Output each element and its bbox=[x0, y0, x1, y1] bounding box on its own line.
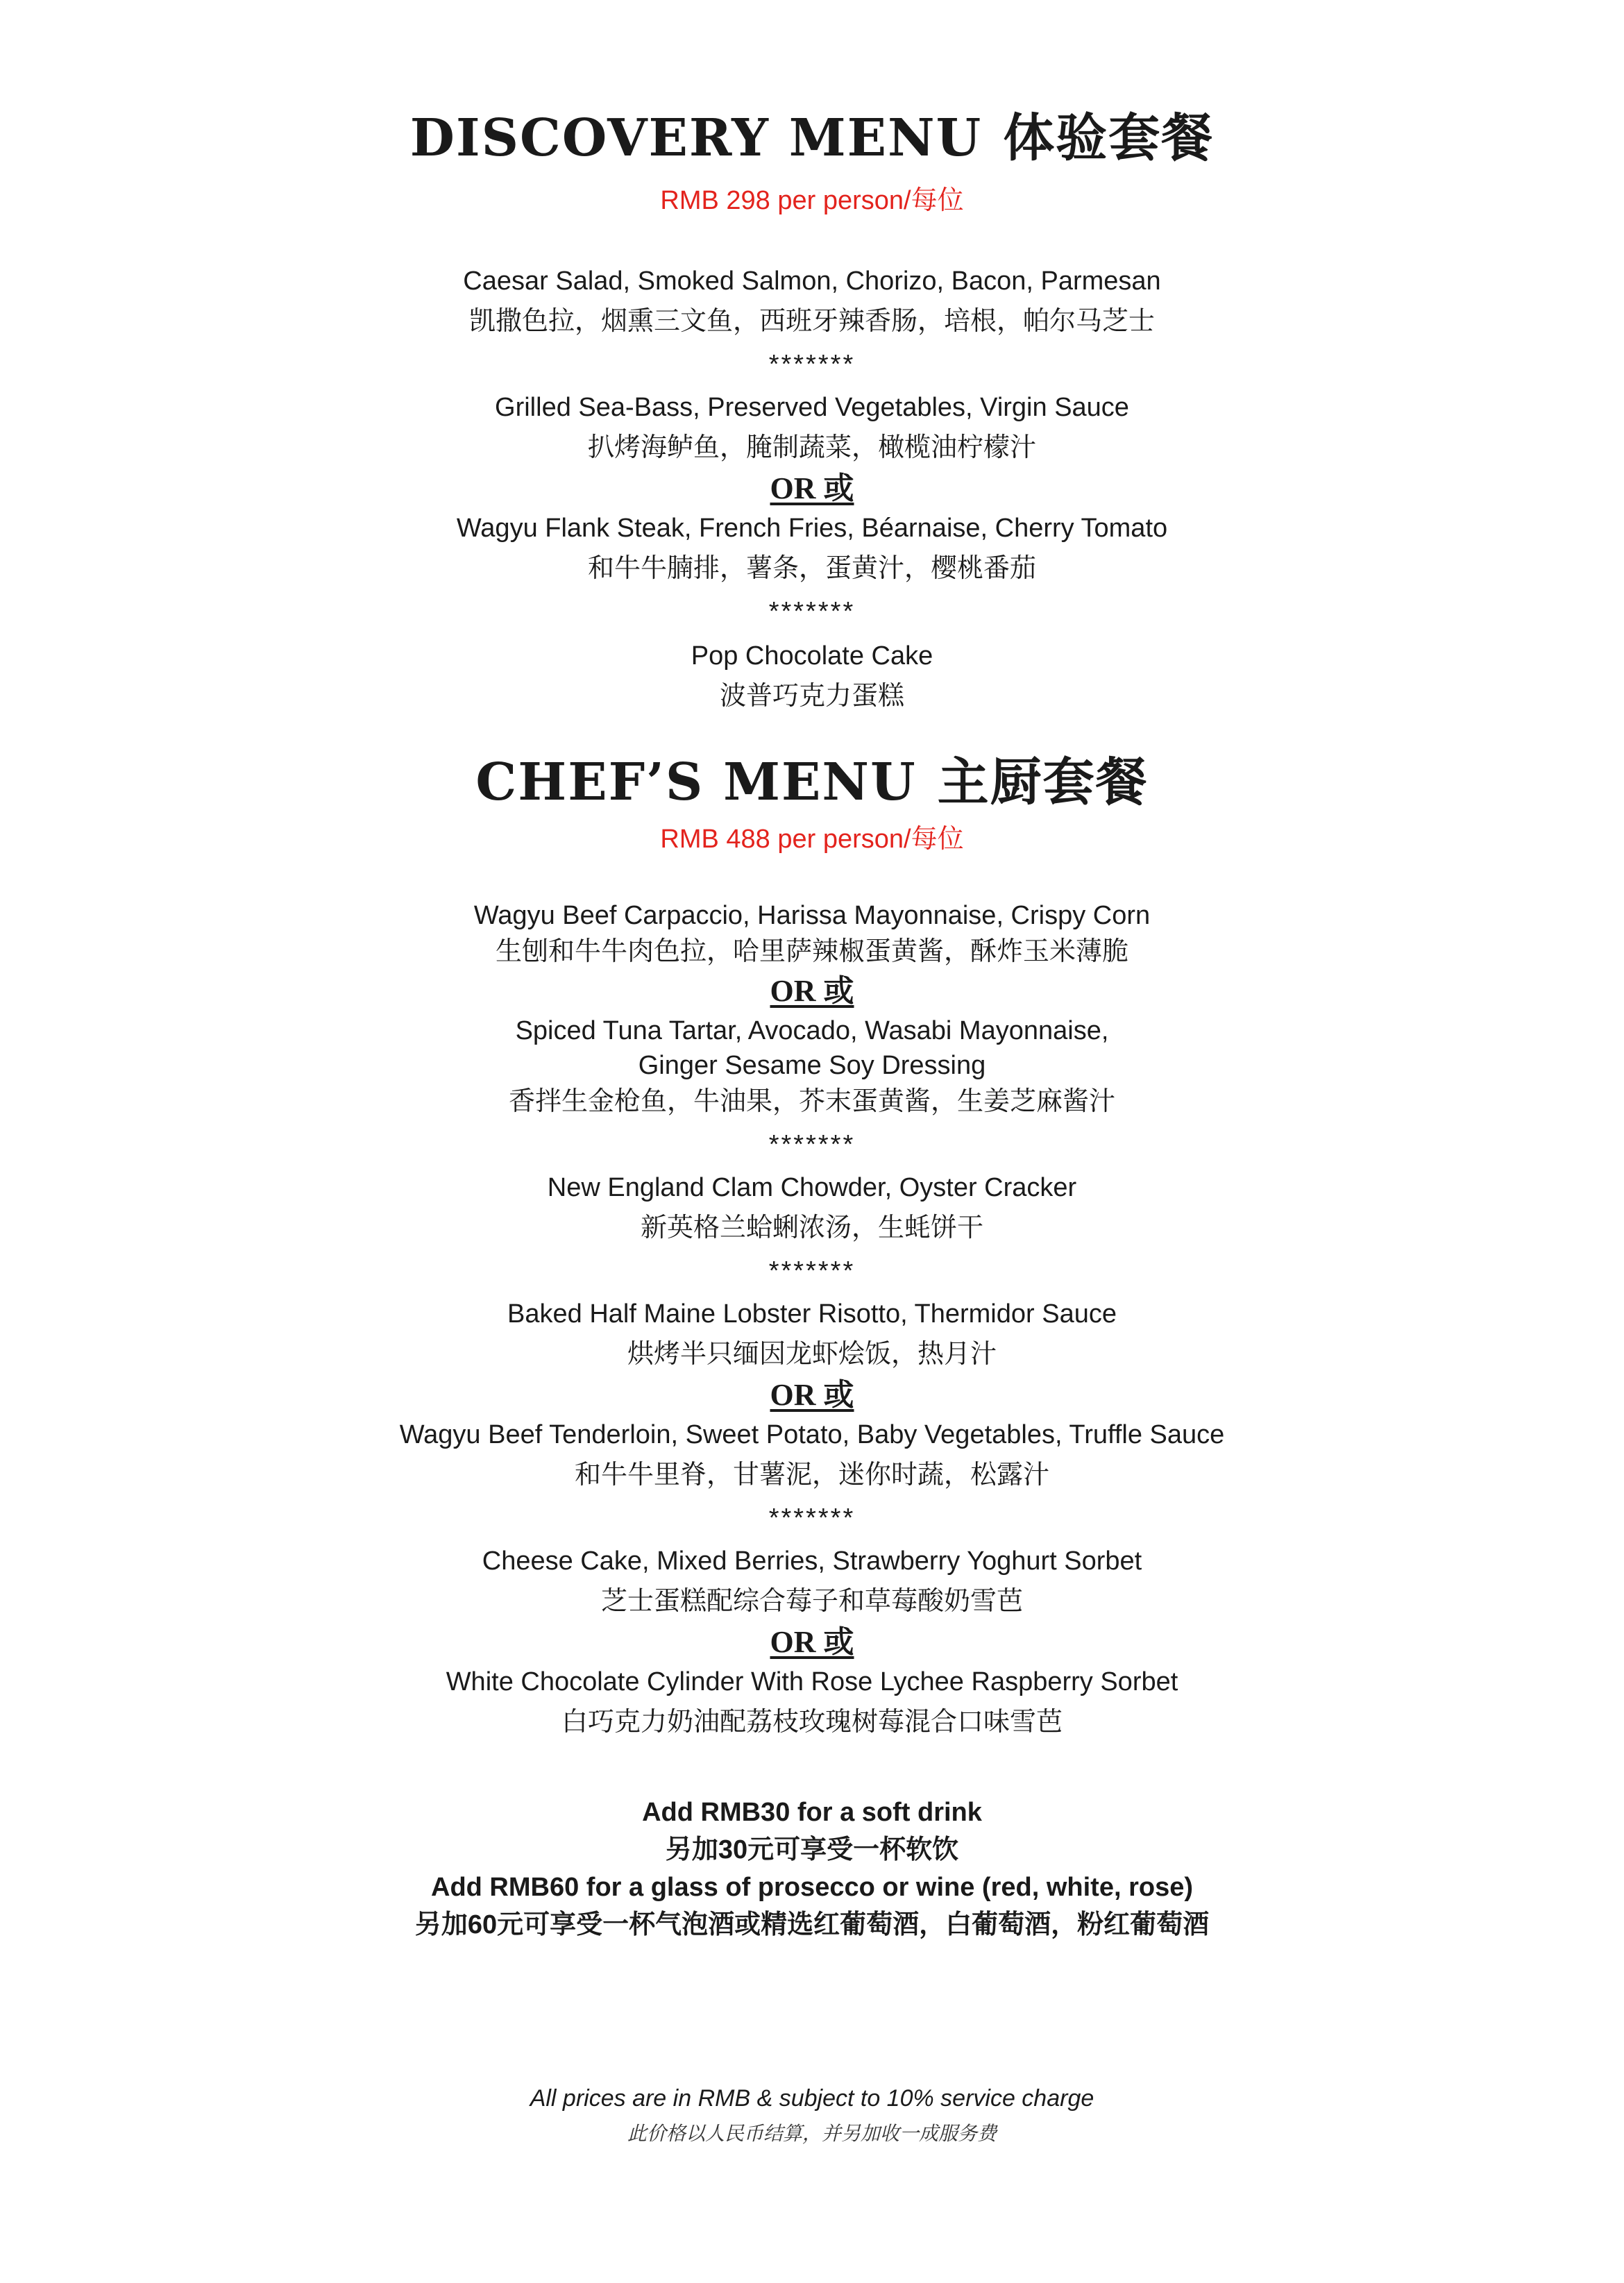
discovery-title-cn: 体验套餐 bbox=[1003, 108, 1215, 168]
discovery-dessert-en: Pop Chocolate Cake bbox=[691, 641, 933, 671]
chefs-separator: ******* bbox=[768, 1256, 856, 1286]
discovery-title bbox=[0, 108, 1624, 168]
chefs-dessert1-cn: 芝士蛋糕配综合莓子和草莓酸奶雪芭 bbox=[600, 1587, 1023, 1616]
chefs-or-divider: OR 或 bbox=[770, 1378, 854, 1412]
chefs-starter2-en-cont: Ginger Sesame Soy Dressing bbox=[638, 1051, 986, 1080]
chefs-starter1-en: Wagyu Beef Carpaccio, Harissa Mayonnaise, Crispy Corn bbox=[473, 901, 1151, 930]
chefs-separator: ******* bbox=[768, 1130, 856, 1159]
chefs-dessert2-cn: 白巧克力奶油配荔枝玫瑰树莓混合口味雪芭 bbox=[561, 1708, 1063, 1737]
footer-note-cn: 此价格以人民币结算，并另加收一成服务费 bbox=[627, 2122, 997, 2145]
chefs-title-cn: 主厨套餐 bbox=[937, 752, 1149, 812]
discovery-main2-en: Wagyu Flank Steak, French Fries, Béarnaise, Cherry Tomato bbox=[456, 514, 1168, 543]
discovery-starter-en: Caesar Salad, Smoked Salmon, Chorizo, Bacon, Parmesan bbox=[463, 267, 1161, 296]
discovery-main1-cn: 扒烤海鲈鱼，腌制蔬菜，橄榄油柠檬汁 bbox=[587, 433, 1036, 462]
discovery-main1-en: Grilled Sea-Bass, Preserved Vegetables, Virgin Sauce bbox=[495, 393, 1129, 422]
chefs-or-divider: OR 或 bbox=[770, 974, 854, 1008]
chefs-dessert1-en: Cheese Cake, Mixed Berries, Strawberry Yoghurt Sorbet bbox=[482, 1547, 1142, 1576]
chefs-dessert2-en: White Chocolate Cylinder With Rose Lychee Raspberry Sorbet bbox=[446, 1667, 1178, 1696]
discovery-separator: ******* bbox=[768, 350, 856, 379]
chefs-starter1-cn: 生刨和牛牛肉色拉，哈里萨辣椒蛋黄酱，酥炸玉米薄脆 bbox=[495, 937, 1128, 966]
chefs-soup-en: New England Clam Chowder, Oyster Cracker bbox=[547, 1173, 1077, 1202]
discovery-separator: ******* bbox=[768, 597, 856, 626]
discovery-price: RMB 298 per person/每位 bbox=[660, 186, 964, 215]
chefs-main2-cn: 和牛牛里脊，甘薯泥，迷你时蔬，松露汁 bbox=[574, 1460, 1049, 1490]
chefs-soup-cn: 新英格兰蛤蜊浓汤，生蚝饼干 bbox=[640, 1213, 983, 1242]
chefs-title-en: CHEF’S MENU bbox=[475, 752, 917, 812]
discovery-main2-cn: 和牛牛腩排，薯条，蛋黄汁，樱桃番茄 bbox=[587, 554, 1036, 583]
chefs-main2-en: Wagyu Beef Tenderloin, Sweet Potato, Baby Vegetables, Truffle Sauce bbox=[399, 1420, 1225, 1449]
chefs-price: RMB 488 per person/每位 bbox=[660, 825, 964, 854]
discovery-dessert-cn: 波普巧克力蛋糕 bbox=[719, 682, 904, 711]
footer-note-en: All prices are in RMB & subject to 10% service charge bbox=[530, 2085, 1094, 2112]
chefs-or-divider: OR 或 bbox=[770, 1625, 854, 1659]
discovery-starter-cn: 凯撒色拉，烟熏三文鱼，西班牙辣香肠，培根，帕尔马芝士 bbox=[468, 307, 1155, 336]
addon-soft-drink-en: Add RMB30 for a soft drink bbox=[642, 1798, 982, 1827]
addon-wine-en: Add RMB60 for a glass of prosecco or wine (red, white, rose) bbox=[431, 1873, 1193, 1902]
chefs-starter2-cn: 香拌生金枪鱼，牛油果，芥末蛋黄酱，生姜芝麻酱汁 bbox=[508, 1087, 1115, 1116]
chefs-separator: ******* bbox=[768, 1503, 856, 1533]
discovery-title-en: DISCOVERY MENU bbox=[409, 108, 983, 168]
addon-wine-cn: 另加60元可享受一杯气泡酒或精选红葡萄酒，白葡萄酒，粉红葡萄酒 bbox=[414, 1910, 1210, 1939]
discovery-or-divider: OR 或 bbox=[770, 471, 854, 505]
chefs-starter2-en: Spiced Tuna Tartar, Avocado, Wasabi Mayonnaise, bbox=[515, 1016, 1109, 1045]
addon-soft-drink-cn: 另加30元可享受一杯软饮 bbox=[665, 1835, 959, 1864]
chefs-title bbox=[0, 752, 1624, 812]
chefs-main1-cn: 烘烤半只缅因龙虾烩饭，热月汁 bbox=[627, 1340, 997, 1369]
chefs-main1-en: Baked Half Maine Lobster Risotto, Thermidor Sauce bbox=[507, 1299, 1117, 1329]
